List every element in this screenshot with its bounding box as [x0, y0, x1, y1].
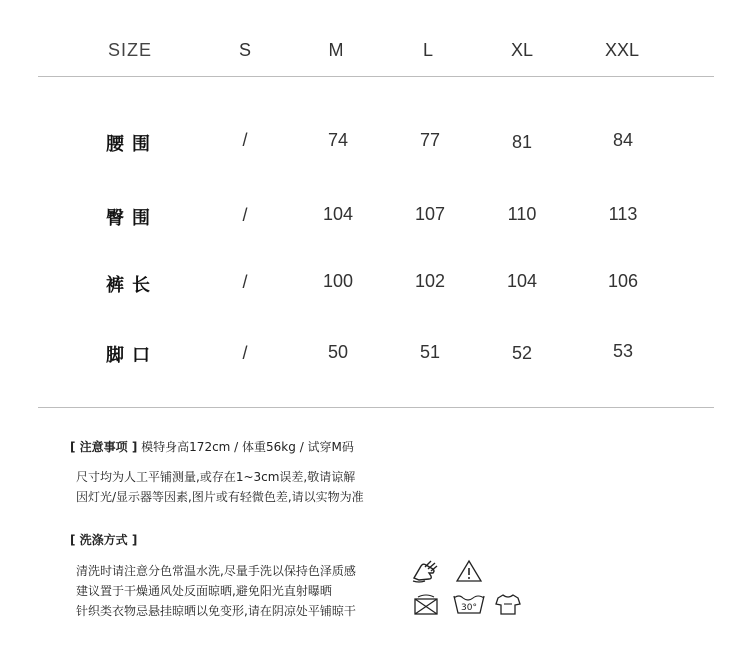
wash-temp-label: 30°	[461, 603, 477, 613]
notes-heading	[70, 438, 354, 455]
table-cell: 53	[612, 341, 634, 361]
wash-30-icon	[452, 592, 486, 618]
row-label-hip: 臀围	[106, 208, 158, 229]
hand-wash-icon	[411, 558, 441, 584]
table-cell: 74	[327, 130, 349, 150]
do-not-tumble-dry-icon	[412, 594, 440, 618]
row-label-length: 裤长	[106, 275, 158, 296]
notes-line: 尺寸均为人工平铺测量,或存在1~3cm误差,敬请谅解	[76, 470, 356, 484]
table-cell: 110	[507, 204, 537, 224]
table-cell: /	[242, 205, 248, 225]
table-cell: 51	[419, 342, 441, 362]
table-cell: 77	[419, 130, 441, 150]
table-cell: 113	[608, 204, 638, 224]
table-cell: 50	[327, 342, 349, 362]
table-bottom-divider	[38, 407, 714, 408]
size-col-xxl: XXL	[604, 40, 640, 60]
table-cell: /	[242, 130, 248, 150]
table-cell: 84	[612, 130, 634, 150]
table-cell: 102	[414, 271, 446, 291]
notes-line: 因灯光/显示器等因素,图片或有轻微色差,请以实物为准	[76, 490, 364, 504]
warning-icon	[455, 559, 483, 583]
table-cell: /	[242, 343, 248, 363]
size-col-l: L	[422, 40, 433, 60]
wash-line: 针织类衣物忌悬挂晾晒以免变形,请在阴凉处平铺晾干	[76, 604, 356, 618]
notes-bracket-open: [	[70, 440, 80, 454]
wash-title-text: [ 洗涤方式 ]	[70, 533, 138, 547]
size-col-xl: XL	[510, 40, 534, 60]
table-cell: 52	[511, 343, 533, 363]
flat-dry-shirt-icon	[494, 592, 522, 618]
table-cell: /	[242, 272, 248, 292]
notes-title: 注意事项	[79, 440, 128, 454]
size-col-s: S	[238, 40, 251, 60]
size-col-m: M	[328, 40, 344, 60]
table-cell: 104	[322, 204, 354, 224]
table-cell: 81	[511, 132, 533, 152]
wash-title	[70, 531, 137, 548]
wash-line: 建议置于干燥通风处反面晾晒,避免阳光直射曝晒	[76, 584, 332, 598]
row-label-hem: 脚口	[106, 345, 158, 366]
header-divider	[38, 76, 714, 77]
table-cell: 100	[322, 271, 354, 291]
wash-line: 清洗时请注意分色常温水洗,尽量手洗以保持色泽质感	[76, 564, 356, 578]
table-cell: 104	[506, 271, 538, 291]
table-cell: 106	[607, 271, 639, 291]
notes-bracket-close: ]	[127, 440, 138, 454]
row-label-waist: 腰围	[106, 134, 158, 155]
table-cell: 107	[414, 204, 446, 224]
size-header: SIZE	[107, 40, 152, 60]
model-info: 模特身高172cm / 体重56kg / 试穿M码	[137, 440, 354, 454]
